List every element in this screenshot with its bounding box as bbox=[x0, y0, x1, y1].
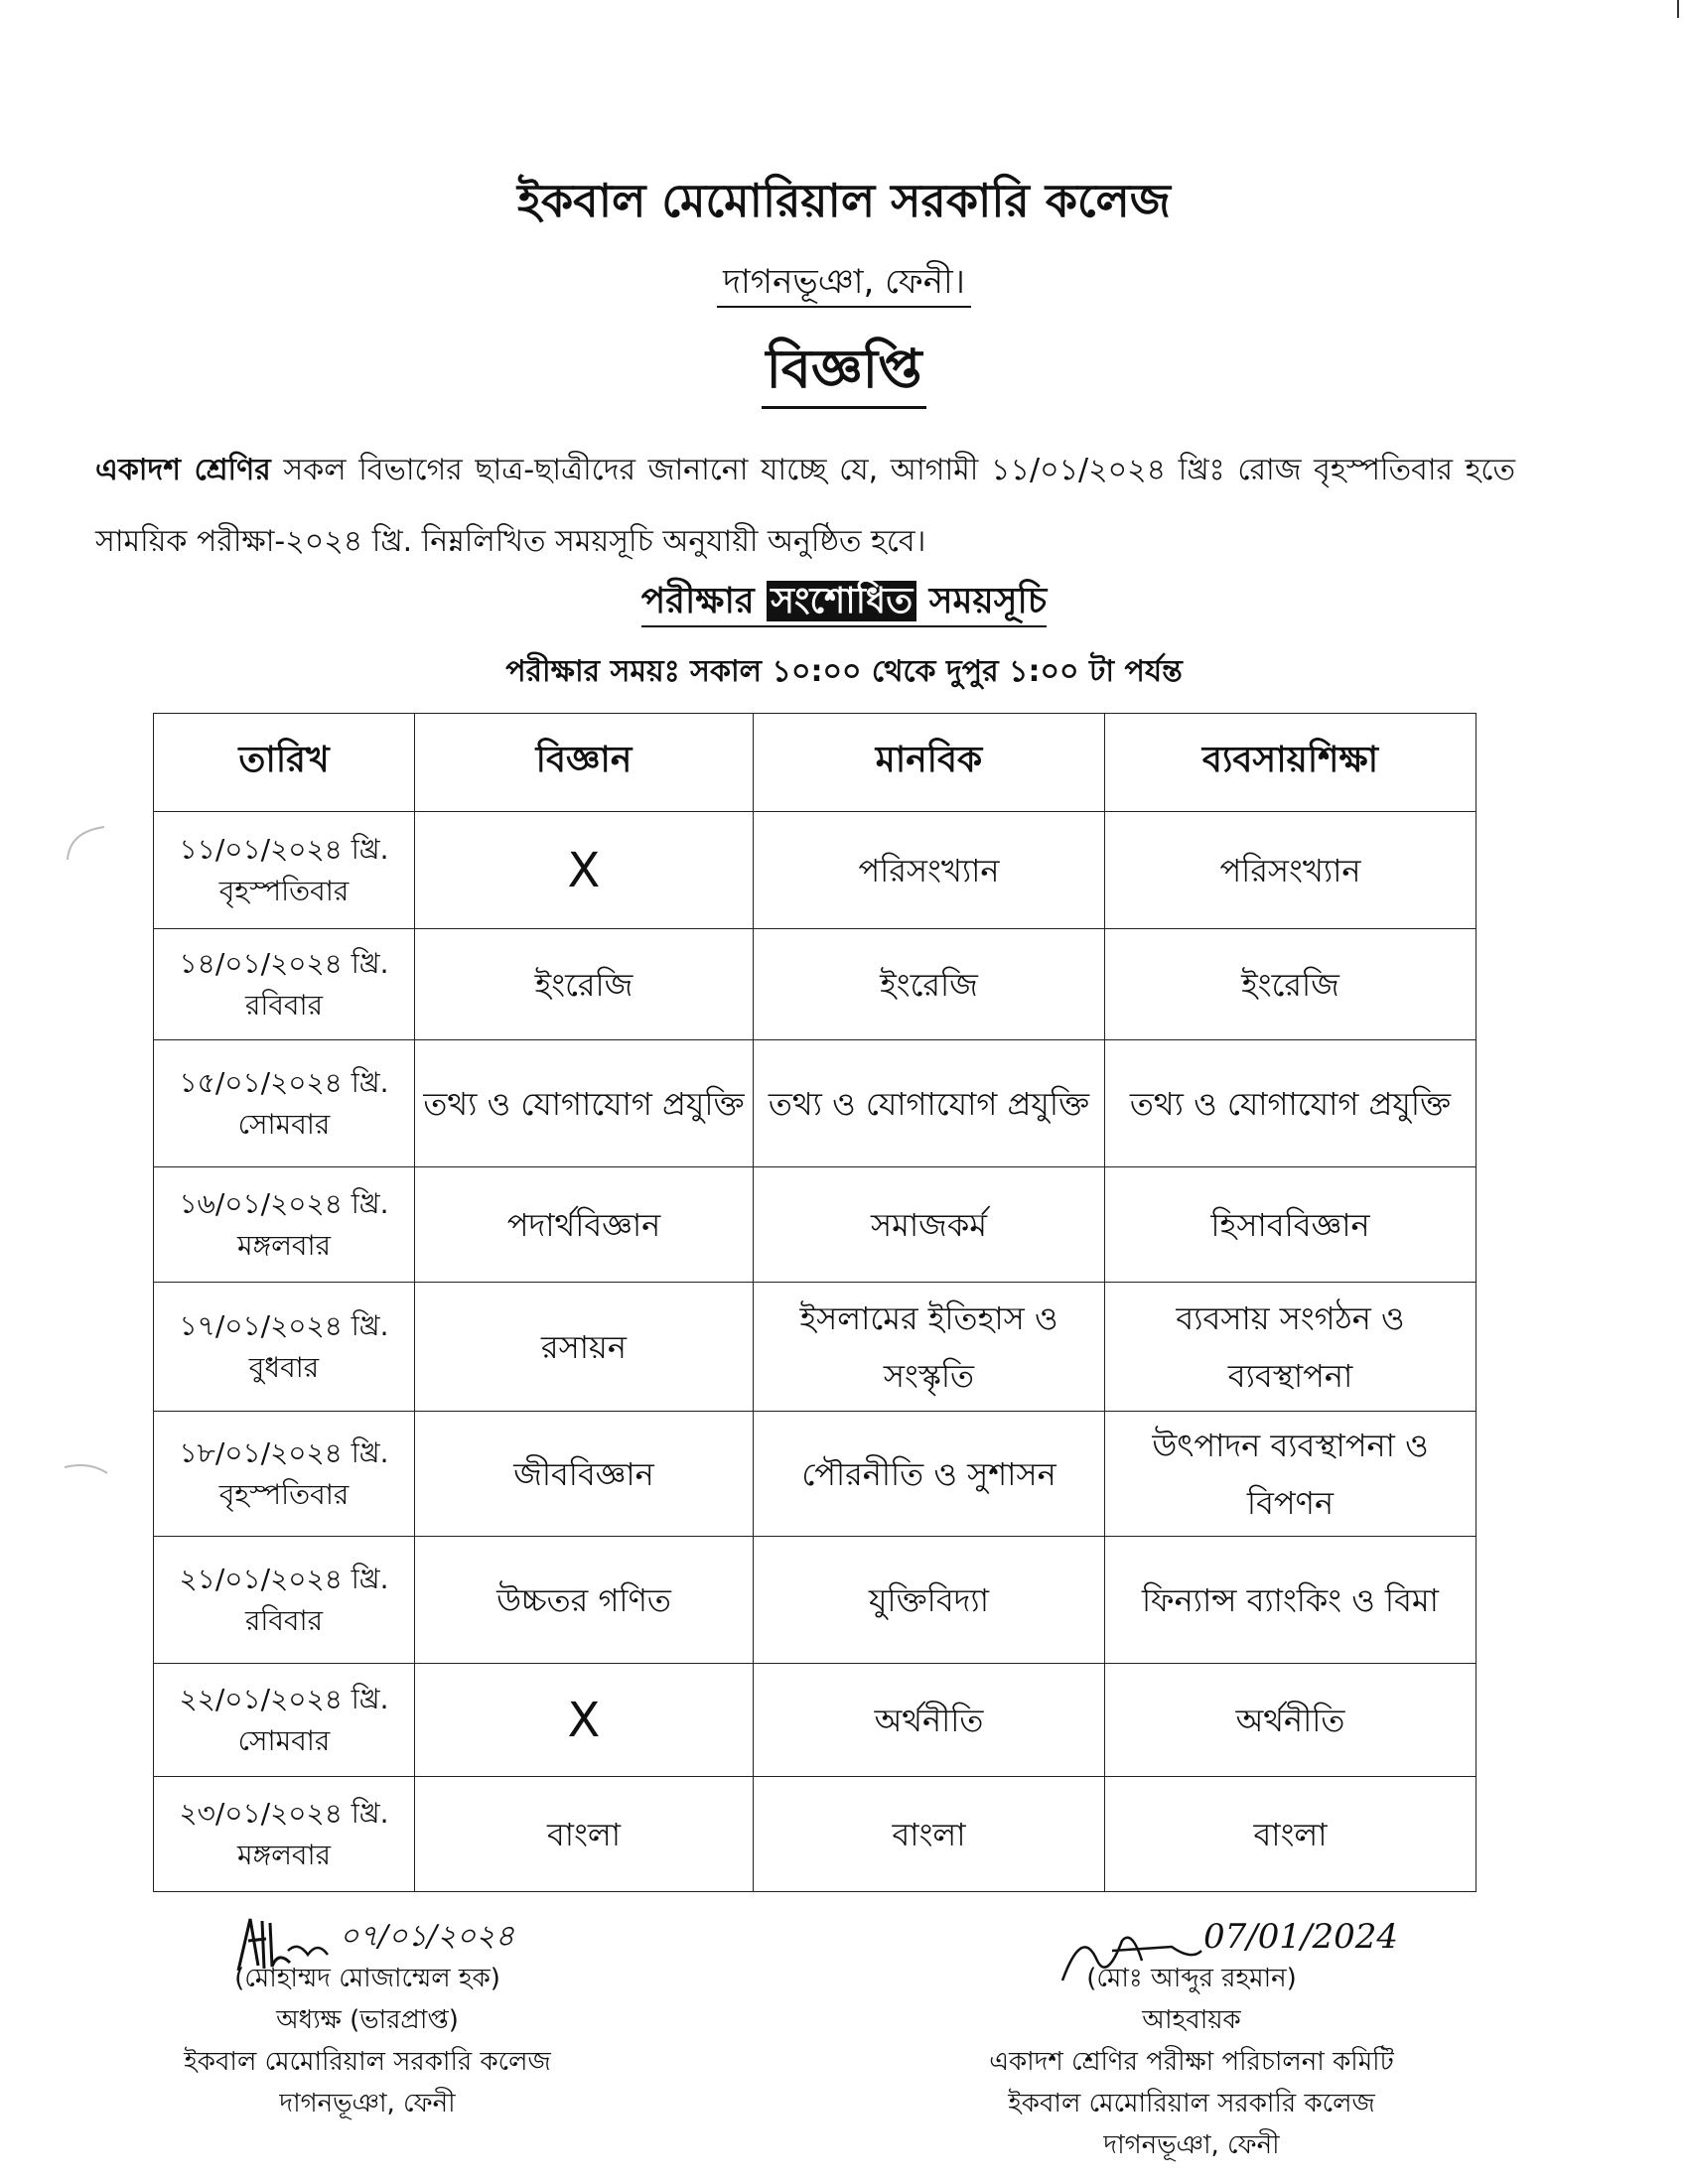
right-signatory-place: দাগনভূঞা, ফেনী bbox=[1103, 2130, 1280, 2160]
date-text: ১১/০১/২০২৪ খ্রি. bbox=[179, 832, 389, 866]
date-cell bbox=[154, 1283, 415, 1412]
date-cell bbox=[154, 1537, 415, 1664]
business-cell: ব্যবসায় সংগঠন ও ব্যবস্থাপনা bbox=[1105, 1283, 1477, 1412]
science-cell: পদার্থবিজ্ঞান bbox=[415, 1167, 754, 1283]
date-text: ১৫/০১/২০২৪ খ্রি. bbox=[179, 1065, 389, 1099]
notice-title bbox=[0, 328, 1688, 417]
table-row bbox=[154, 1283, 1477, 1412]
intro-paragraph bbox=[95, 435, 1515, 578]
header-date: তারিখ bbox=[154, 714, 415, 812]
schedule-title-wrap bbox=[641, 581, 1048, 627]
table-header-row bbox=[154, 714, 1477, 812]
science-cell: উচ্চতর গণিত bbox=[415, 1537, 754, 1664]
schedule-title-prefix: পরীক্ষার bbox=[640, 581, 768, 621]
day-text: রবিবার bbox=[244, 1603, 324, 1637]
college-location bbox=[0, 256, 1688, 313]
day-text: সোমবার bbox=[237, 1723, 331, 1757]
business-cell: অর্থনীতি bbox=[1105, 1664, 1477, 1777]
business-cell: বাংলা bbox=[1105, 1777, 1477, 1892]
date-text: ১৭/০১/২০২৪ খ্রি. bbox=[179, 1308, 389, 1342]
science-cell: X bbox=[415, 812, 754, 929]
notice-title-text: বিজ্ঞপ্তি bbox=[762, 338, 925, 409]
science-cell: ইংরেজি bbox=[415, 929, 754, 1040]
business-cell: হিসাববিজ্ঞান bbox=[1105, 1167, 1477, 1283]
business-cell: তথ্য ও যোগাযোগ প্রযুক্তি bbox=[1105, 1040, 1477, 1167]
table-row bbox=[154, 1537, 1477, 1664]
science-cell: রসায়ন bbox=[415, 1283, 754, 1412]
left-signatory-name: (মোহাম্মদ মোজাম্মেল হক) bbox=[234, 1964, 500, 1993]
date-text: ১৪/০১/২০২৪ খ্রি. bbox=[179, 946, 389, 980]
college-name: ইকবাল মেমোরিয়াল সরকারি কলেজ bbox=[517, 174, 1171, 227]
humanities-cell: পরিসংখ্যান bbox=[754, 812, 1105, 929]
science-cell: জীববিজ্ঞান bbox=[415, 1412, 754, 1537]
right-signatory-org: ইকবাল মেমোরিয়াল সরকারি কলেজ bbox=[1008, 2089, 1375, 2118]
margin-punch-mark bbox=[1668, 0, 1688, 20]
humanities-cell: যুক্তিবিদ্যা bbox=[754, 1537, 1105, 1664]
header-business: ব্যবসায়শিক্ষা bbox=[1105, 714, 1477, 812]
date-cell bbox=[154, 1412, 415, 1537]
left-signatory-title: অধ্যক্ষ (ভারপ্রাপ্ত) bbox=[276, 2005, 459, 2035]
table-row bbox=[154, 929, 1477, 1040]
left-signatory-org: ইকবাল মেমোরিয়াল সরকারি কলেজ bbox=[184, 2047, 551, 2077]
date-text: ২৩/০১/২০২৪ খ্রি. bbox=[179, 1796, 389, 1830]
right-committee: একাদশ শ্রেণির পরীক্ষা পরিচালনা কমিটি bbox=[989, 2047, 1394, 2077]
date-text: ২১/০১/২০২৪ খ্রি. bbox=[179, 1562, 389, 1595]
date-text: ২২/০১/২০২৪ খ্রি. bbox=[179, 1682, 389, 1715]
table-row bbox=[154, 1040, 1477, 1167]
right-signature-block bbox=[874, 1916, 1509, 2166]
day-text: বুধবার bbox=[248, 1350, 320, 1384]
margin-punch-mark bbox=[60, 822, 109, 862]
day-text: বৃহস্পতিবার bbox=[218, 1477, 350, 1511]
humanities-cell: ইংরেজি bbox=[754, 929, 1105, 1040]
right-handwritten-date: 07/01/2024 bbox=[1203, 1917, 1398, 1957]
business-cell: পরিসংখ্যান bbox=[1105, 812, 1477, 929]
day-text: রবিবার bbox=[244, 988, 324, 1022]
date-cell bbox=[154, 929, 415, 1040]
schedule-title-highlight: সংশোধিত bbox=[767, 581, 916, 621]
date-cell bbox=[154, 812, 415, 929]
date-cell bbox=[154, 1777, 415, 1892]
science-cell: বাংলা bbox=[415, 1777, 754, 1892]
date-cell bbox=[154, 1664, 415, 1777]
science-cell: X bbox=[415, 1664, 754, 1777]
intro-bold: একাদশ শ্রেণির bbox=[95, 453, 271, 487]
location-text: দাগনভূঞা, ফেনী। bbox=[717, 262, 971, 308]
humanities-cell: ইসলামের ইতিহাস ও সংস্কৃতি bbox=[754, 1283, 1105, 1412]
table-row bbox=[154, 1167, 1477, 1283]
humanities-cell: অর্থনীতি bbox=[754, 1664, 1105, 1777]
header-science: বিজ্ঞান bbox=[415, 714, 754, 812]
intro-text: সকল বিভাগের ছাত্র-ছাত্রীদের জানানো যাচ্ছে যে, আগামী ১১/০১/২০২৪ খ্রিঃ রোজ বৃহস্পতিবার হতে সাময়িক পরীক্ষা-২০২৪ খ্রি. নিম্নলিখিত সময়সূচি অনুযায়ী অনুষ্ঠিত হবে। bbox=[95, 453, 1515, 559]
humanities-cell: বাংলা bbox=[754, 1777, 1105, 1892]
day-text: মঙ্গলবার bbox=[236, 1838, 332, 1871]
humanities-cell: তথ্য ও যোগাযোগ প্রযুক্তি bbox=[754, 1040, 1105, 1167]
right-signatory-name: (মোঃ আব্দুর রহমান) bbox=[1086, 1964, 1297, 1993]
schedule-title bbox=[0, 574, 1688, 633]
header-humanities: মানবিক bbox=[754, 714, 1105, 812]
exam-time: পরীক্ষার সময়ঃ সকাল ১০:০০ থেকে দুপুর ১:০০ টা পর্যন্ত bbox=[505, 654, 1183, 689]
day-text: বৃহস্পতিবার bbox=[218, 874, 350, 907]
date-cell bbox=[154, 1167, 415, 1283]
table-row bbox=[154, 812, 1477, 929]
humanities-cell: পৌরনীতি ও সুশাসন bbox=[754, 1412, 1105, 1537]
table-row bbox=[154, 1412, 1477, 1537]
left-handwritten-date: ০৭/০১/২০২৪ bbox=[339, 1919, 515, 1954]
table-row bbox=[154, 1664, 1477, 1777]
date-cell bbox=[154, 1040, 415, 1167]
business-cell: ফিন্যান্স ব্যাংকিং ও বিমা bbox=[1105, 1537, 1477, 1664]
right-signatory-title: আহবায়ক bbox=[1142, 2005, 1241, 2035]
day-text: সোমবার bbox=[237, 1107, 331, 1141]
date-text: ১৮/০১/২০২৪ খ্রি. bbox=[179, 1435, 389, 1469]
humanities-cell: সমাজকর্ম bbox=[754, 1167, 1105, 1283]
business-cell: উৎপাদন ব্যবস্থাপনা ও বিপণন bbox=[1105, 1412, 1477, 1537]
left-signature-block bbox=[129, 1916, 606, 2124]
science-cell: তথ্য ও যোগাযোগ প্রযুক্তি bbox=[415, 1040, 754, 1167]
left-signatory-place: দাগনভূঞা, ফেনী bbox=[279, 2089, 456, 2118]
table-row bbox=[154, 1777, 1477, 1892]
schedule-table bbox=[153, 713, 1477, 1892]
margin-punch-mark bbox=[60, 1459, 109, 1479]
day-text: মঙ্গলবার bbox=[236, 1228, 332, 1262]
business-cell: ইংরেজি bbox=[1105, 929, 1477, 1040]
schedule-title-suffix: সময়সূচি bbox=[916, 581, 1048, 621]
date-text: ১৬/০১/২০২৪ খ্রি. bbox=[179, 1186, 389, 1220]
